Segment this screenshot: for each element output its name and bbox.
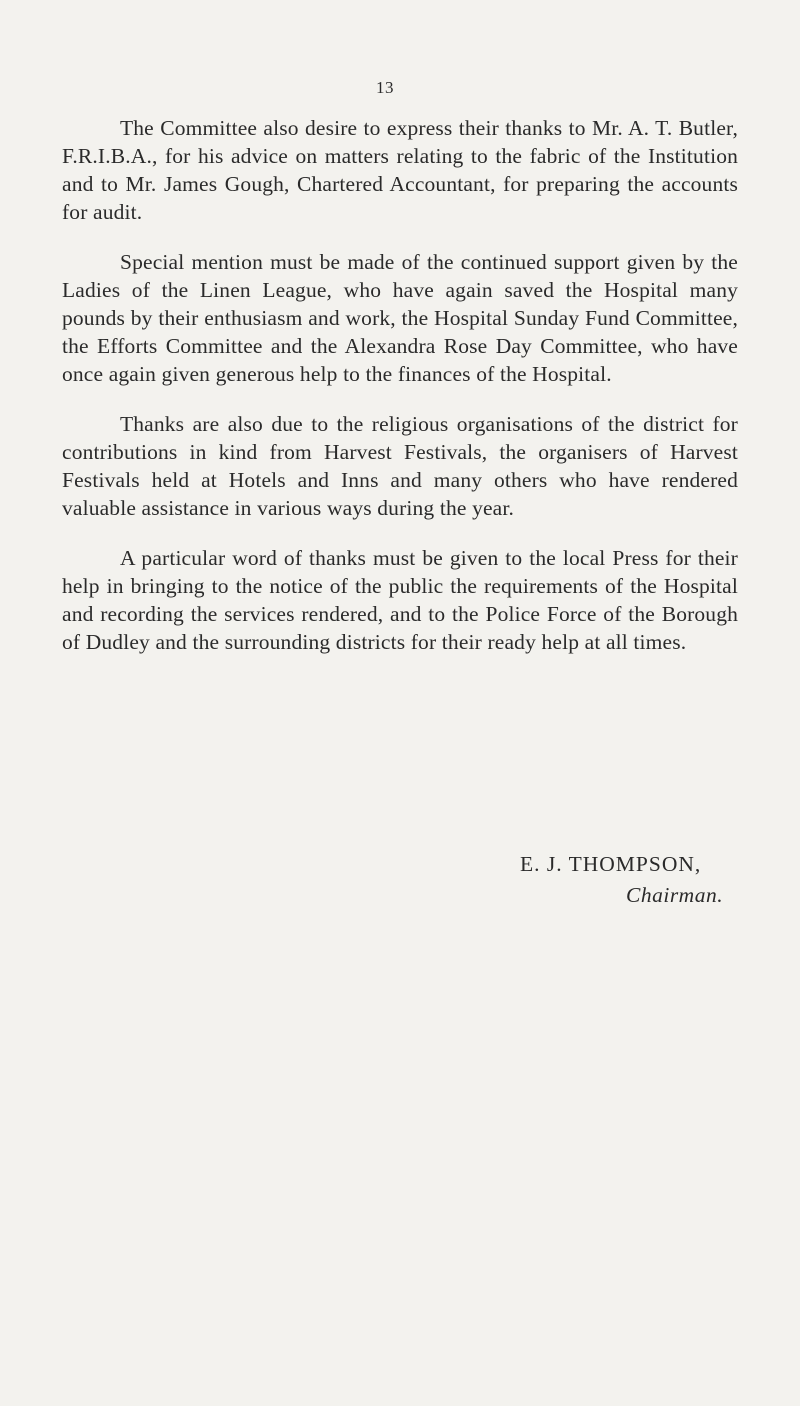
page-number: 13 — [376, 78, 394, 97]
paragraph-religious-organisations: Thanks are also due to the religious organisations of the district for contributions in kind from Harvest Festivals, the organisers of Harvest Festivals held at Hotels and Inns and many others who have rendered valuable assistance in various ways during the year. — [62, 412, 738, 520]
body-text — [62, 114, 738, 678]
paragraph-thanks-advisers: The Committee also desire to express their thanks to Mr. A. T. Butler, F.R.I.B.A., for his advice on matters relating to the fabric of the Institution and to Mr. James Gough, Chartered Accountant, for preparing the accounts for audit. — [62, 116, 738, 224]
signature-name: E. J. THOMPSON, — [520, 852, 702, 876]
paragraph-press-and-police: A particular word of thanks must be given to the local Press for their help in bringing to the notice of the public the requirements of the Hospital and recording the services rendered, and to the Police Force of the Borough of Dudley and the surrounding districts for their ready help at all times. — [62, 546, 738, 654]
signature-title: Chairman. — [626, 883, 724, 907]
paragraph-special-mention: Special mention must be made of the continued support given by the Ladies of the Linen League, who have again saved the Hospital many pounds by their enthusiasm and work, the Hospital Sunday Fund Committee, the Efforts Committee and the Alexandra Rose Day Committee, who have once again given generous help to the finances of the Hospital. — [62, 250, 738, 386]
